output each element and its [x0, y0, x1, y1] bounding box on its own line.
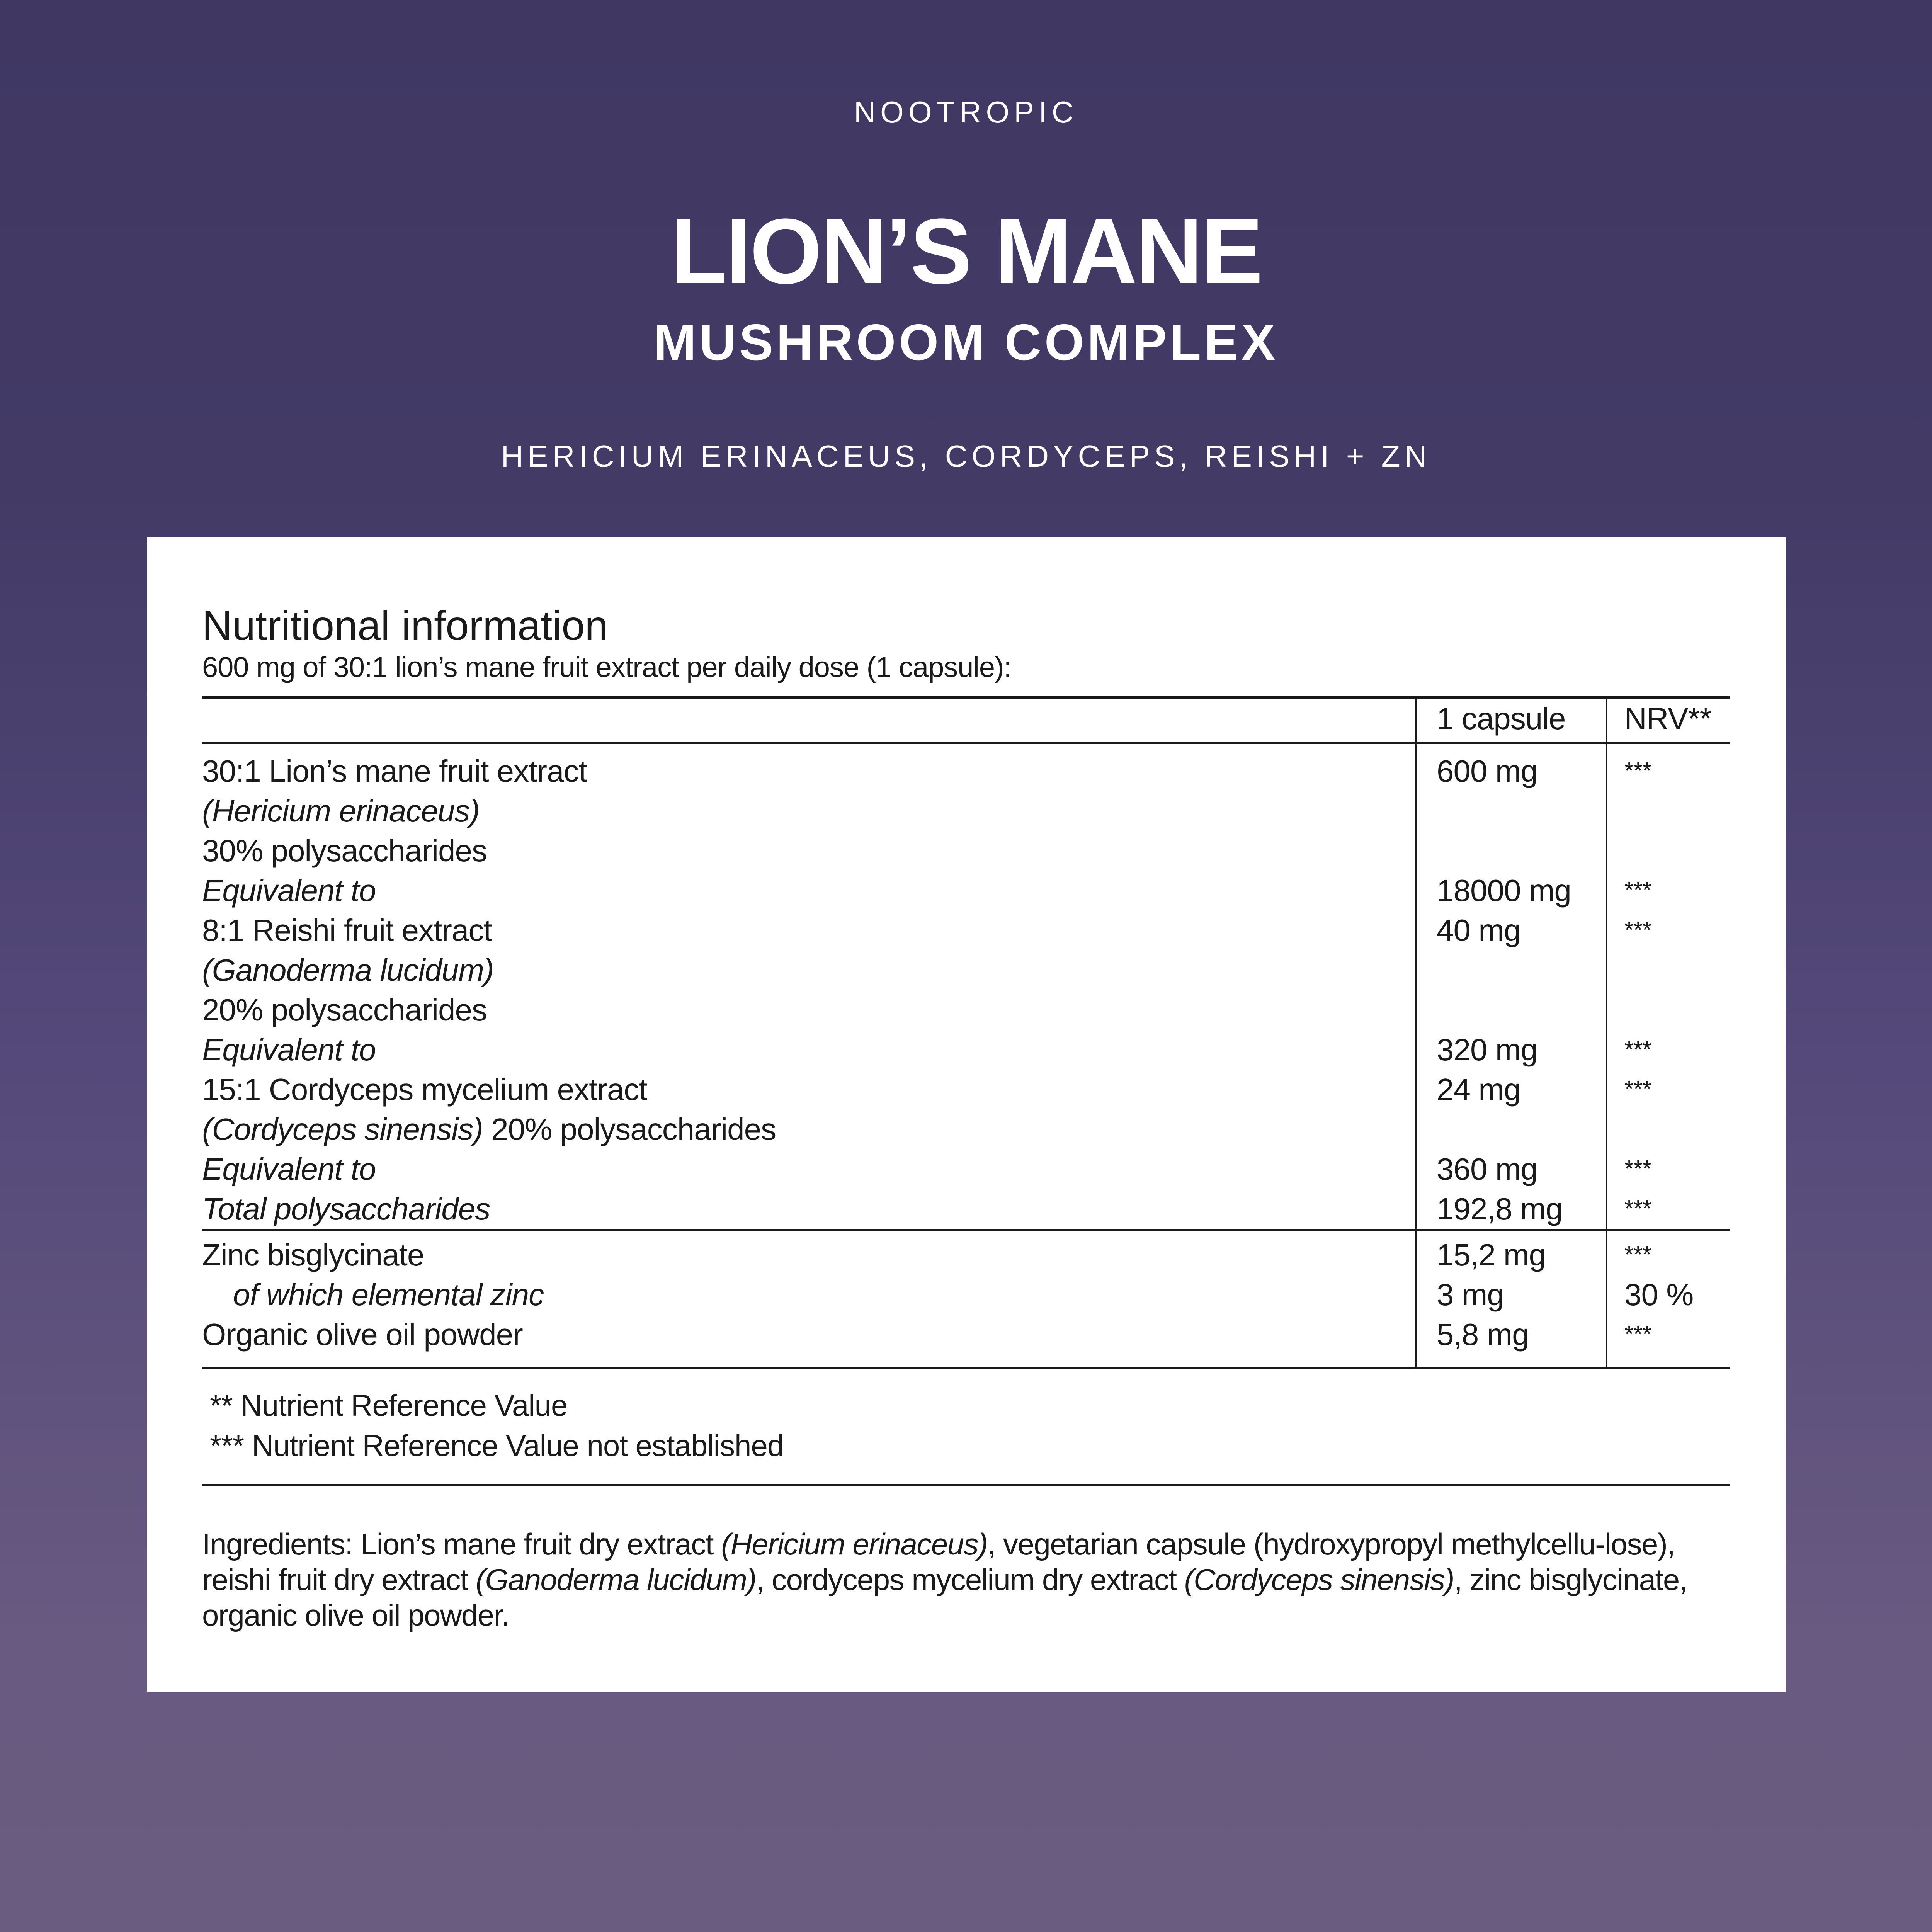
table-row: [202, 1315, 1730, 1368]
product-title: LION’S MANE: [670, 199, 1262, 303]
product-subtitle: MUSHROOM COMPLEX: [653, 314, 1279, 371]
row-nrv: ***: [1607, 1230, 1730, 1275]
header-nrv: NRV**: [1607, 697, 1730, 743]
header-name: [202, 697, 1416, 743]
row-amount: 3 mg: [1416, 1275, 1607, 1315]
table-row: [202, 990, 1730, 1030]
table-row: [202, 743, 1730, 791]
nutrition-card: [147, 537, 1786, 1692]
table-row: [202, 1275, 1730, 1315]
row-nrv: ***: [1607, 1149, 1730, 1189]
table-row: [202, 1070, 1730, 1109]
row-nrv: ***: [1607, 1070, 1730, 1109]
row-nrv: ***: [1607, 1030, 1730, 1070]
row-amount: 192,8 mg: [1416, 1189, 1607, 1230]
table-row: [202, 1030, 1730, 1070]
row-name: [202, 1109, 1416, 1149]
row-name: Equivalent to: [202, 1152, 376, 1186]
row-nrv: ***: [1607, 1315, 1730, 1368]
row-amount: [1416, 831, 1607, 871]
table-row: [202, 910, 1730, 950]
row-name: 30:1 Lion’s mane fruit extract: [202, 754, 587, 788]
row-name: 8:1 Reishi fruit extract: [202, 913, 492, 947]
row-amount: [1416, 1109, 1607, 1149]
table-row: [202, 1189, 1730, 1230]
ingredients-part: , zinc bisglycinate, organic olive oil powder.: [202, 1563, 1687, 1632]
row-amount: [1416, 990, 1607, 1030]
ingredients-latin-name: (Cordyceps sinensis): [1184, 1563, 1454, 1597]
row-nrv: [1607, 990, 1730, 1030]
row-name-italic: (Cordyceps sinensis): [202, 1112, 483, 1146]
ingredients-latin-name: (Hericium erinaceus): [721, 1527, 988, 1561]
category-label: NOOTROPIC: [854, 95, 1078, 129]
table-row: [202, 1230, 1730, 1275]
ingredients-latin-name: (Ganoderma lucidum): [476, 1563, 756, 1597]
nutrition-table: [202, 696, 1730, 1369]
row-nrv: ***: [1607, 910, 1730, 950]
row-amount: 40 mg: [1416, 910, 1607, 950]
table-row: [202, 1109, 1730, 1149]
row-name: Zinc bisglycinate: [202, 1230, 1416, 1275]
row-nrv: [1607, 950, 1730, 990]
nutrition-subtitle: 600 mg of 30:1 lion’s mane fruit extract per daily dose (1 capsule):: [202, 651, 1012, 683]
ingredients-part: , cordyceps mycelium dry extract: [756, 1563, 1184, 1597]
row-name: Equivalent to: [202, 873, 376, 908]
row-name: (Hericium erinaceus): [202, 794, 480, 828]
footnote-nrv-not-established: *** Nutrient Reference Value not established: [210, 1429, 784, 1463]
row-amount: [1416, 950, 1607, 990]
row-name: Total polysaccharides: [202, 1192, 490, 1226]
row-amount: 24 mg: [1416, 1070, 1607, 1109]
row-name: 20% polysaccharides: [202, 993, 487, 1027]
table-row: [202, 831, 1730, 871]
table-header-row: [202, 697, 1730, 743]
row-amount: [1416, 791, 1607, 831]
table-row: [202, 791, 1730, 831]
row-amount: 320 mg: [1416, 1030, 1607, 1070]
footnote-nrv: ** Nutrient Reference Value: [210, 1388, 568, 1422]
divider: [202, 1484, 1730, 1486]
row-amount: 360 mg: [1416, 1149, 1607, 1189]
row-nrv: ***: [1607, 1189, 1730, 1230]
table-row: [202, 1149, 1730, 1189]
key-ingredients-line: HERICIUM ERINACEUS, CORDYCEPS, REISHI + ZN: [501, 439, 1431, 473]
nutrition-title: Nutritional information: [202, 602, 608, 649]
row-amount: 5,8 mg: [1416, 1315, 1607, 1368]
row-nrv: [1607, 791, 1730, 831]
row-name-rest: 20% polysaccharides: [483, 1112, 776, 1146]
ingredients-part: Ingredients: Lion’s mane fruit dry extract: [202, 1527, 721, 1561]
row-nrv: 30 %: [1607, 1275, 1730, 1315]
header-amount: 1 capsule: [1416, 697, 1607, 743]
row-amount: 18000 mg: [1416, 871, 1607, 910]
ingredients-text: [202, 1526, 1736, 1633]
row-name: (Ganoderma lucidum): [202, 953, 494, 987]
row-name: Organic olive oil powder: [202, 1315, 1416, 1368]
table-row: [202, 950, 1730, 990]
ingredients-part: , vegetarian capsule (hydroxypropyl methylcellu-lose), reishi fruit dry extract: [202, 1527, 1675, 1597]
row-name: of which elemental zinc: [233, 1277, 544, 1312]
footnotes: [202, 1385, 784, 1466]
row-nrv: [1607, 831, 1730, 871]
row-nrv: ***: [1607, 871, 1730, 910]
row-nrv: ***: [1607, 743, 1730, 791]
row-amount: 15,2 mg: [1416, 1230, 1607, 1275]
row-name: 15:1 Cordyceps mycelium extract: [202, 1072, 647, 1107]
table-row: [202, 871, 1730, 910]
row-name: Equivalent to: [202, 1032, 376, 1067]
row-nrv: [1607, 1109, 1730, 1149]
row-amount: 600 mg: [1416, 743, 1607, 791]
row-name: 30% polysaccharides: [202, 833, 487, 868]
